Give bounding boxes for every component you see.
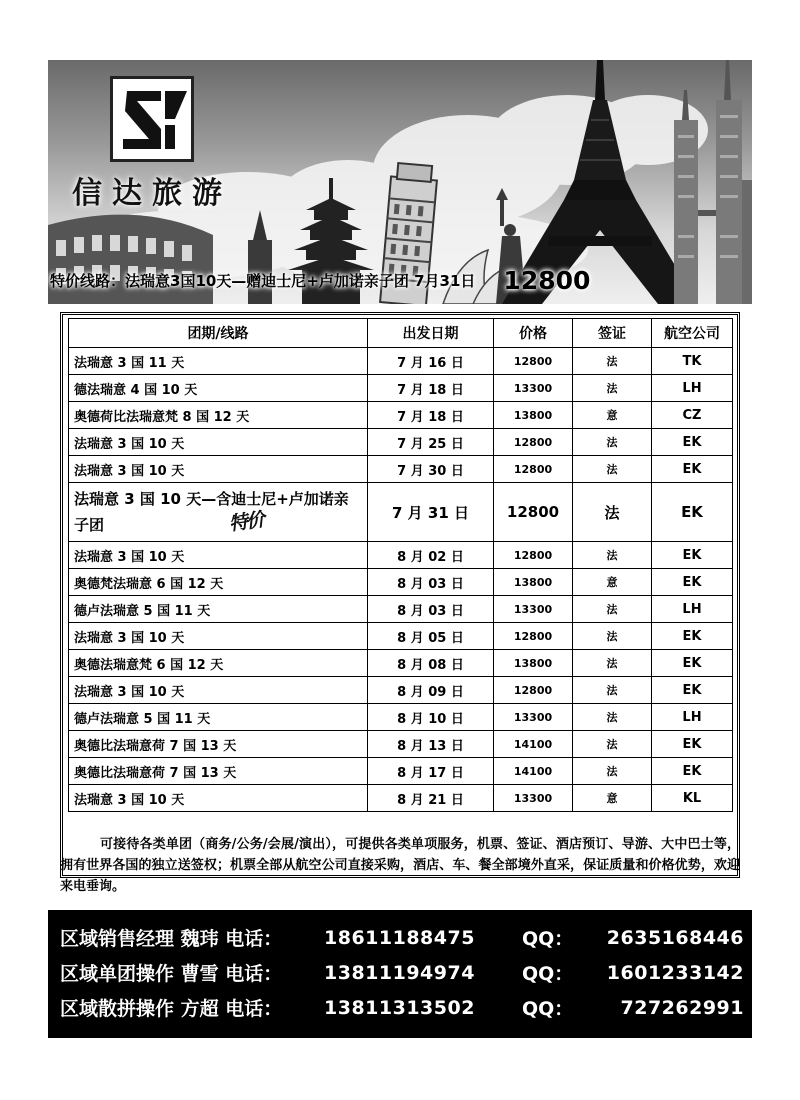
cell-price-text: 12800 <box>513 548 553 562</box>
cell-route-text: 法瑞意 3 国 10 天 <box>74 684 185 700</box>
table-row <box>69 704 733 731</box>
cell-price-text: 13300 <box>513 710 553 724</box>
cell-price <box>494 429 573 456</box>
cell-price <box>494 348 573 375</box>
cell-airline <box>652 429 733 456</box>
cell-airline-text: EK <box>682 461 702 477</box>
cell-visa-text: 法 <box>606 684 618 697</box>
cell-date-text: 8 月 09 日 <box>397 684 464 700</box>
cell-route-text: 法瑞意 3 国 10 天 <box>74 463 185 479</box>
cell-price <box>494 483 573 542</box>
cell-visa <box>573 375 652 402</box>
cell-price <box>494 650 573 677</box>
cell-airline <box>652 456 733 483</box>
cell-visa-text: 法 <box>606 603 618 616</box>
cell-visa-text: 法 <box>606 765 618 778</box>
cell-route-text: 德法瑞意 4 国 10 天 <box>74 382 198 398</box>
cell-date-text: 7 月 31 日 <box>392 503 469 522</box>
cell-visa <box>573 456 652 483</box>
cell-date <box>368 542 494 569</box>
cell-route <box>69 785 368 812</box>
contact-qq-label: QQ： <box>522 928 574 950</box>
cell-date-text: 8 月 08 日 <box>397 657 464 673</box>
cell-date <box>368 402 494 429</box>
cell-visa-text: 意 <box>606 576 618 589</box>
cell-route-text: 法瑞意 3 国 10 天 <box>74 630 185 646</box>
cell-price-text: 12800 <box>506 503 560 521</box>
cell-price-text: 12800 <box>513 354 553 368</box>
cell-date-text: 8 月 03 日 <box>397 603 464 619</box>
cell-route-text: 奥德比法瑞意荷 7 国 13 天 <box>74 765 237 781</box>
brand-name: 信达旅游 <box>72 176 232 211</box>
cell-visa-text: 法 <box>606 711 618 724</box>
header-airline: 航空公司 <box>652 319 733 348</box>
table-row <box>69 569 733 596</box>
cell-visa-text: 法 <box>606 382 618 395</box>
cell-date-text: 8 月 10 日 <box>397 711 464 727</box>
cell-date <box>368 348 494 375</box>
cell-route <box>69 596 368 623</box>
cell-airline <box>652 704 733 731</box>
cell-visa <box>573 731 652 758</box>
twin-towers-icon <box>674 60 752 304</box>
table-body <box>69 348 733 812</box>
cell-date-text: 8 月 02 日 <box>397 549 464 565</box>
cell-date <box>368 483 494 542</box>
cell-route-text: 奥德法瑞意梵 6 国 12 天 <box>74 657 224 673</box>
cell-price <box>494 596 573 623</box>
cell-date <box>368 596 494 623</box>
table-row <box>69 596 733 623</box>
cell-date <box>368 731 494 758</box>
cell-airline-text: CZ <box>682 407 702 423</box>
cell-visa-text: 法 <box>606 738 618 751</box>
cell-visa <box>573 704 652 731</box>
cell-airline-text: EK <box>682 628 702 644</box>
cell-price-text: 13300 <box>513 381 553 395</box>
cell-visa <box>573 569 652 596</box>
schedule-table <box>68 318 733 812</box>
contact-qq: 2635168446 <box>606 926 744 949</box>
cell-route-text: 德卢法瑞意 5 国 11 天 <box>74 603 211 619</box>
table-row <box>69 375 733 402</box>
cell-price <box>494 704 573 731</box>
cell-date <box>368 375 494 402</box>
cell-route <box>69 758 368 785</box>
cell-route <box>69 623 368 650</box>
cell-airline-text: EK <box>682 736 702 752</box>
table-row <box>69 542 733 569</box>
table-row <box>69 677 733 704</box>
cell-visa-text: 法 <box>606 355 618 368</box>
cell-airline-text: TK <box>682 353 702 369</box>
cell-airline-text: EK <box>682 682 702 698</box>
table-row <box>69 348 733 375</box>
cell-price <box>494 456 573 483</box>
cell-visa <box>573 348 652 375</box>
cell-airline <box>652 375 733 402</box>
cell-visa-text: 法 <box>606 549 618 562</box>
cell-price <box>494 785 573 812</box>
cell-visa <box>573 785 652 812</box>
flyer <box>48 60 752 1040</box>
cell-airline-text: EK <box>681 503 703 521</box>
cell-visa <box>573 758 652 785</box>
cell-visa <box>573 650 652 677</box>
cell-price <box>494 758 573 785</box>
cell-price <box>494 677 573 704</box>
cell-price-text: 13300 <box>513 791 553 805</box>
contact-row <box>48 990 752 1025</box>
cell-route <box>69 704 368 731</box>
cell-date <box>368 429 494 456</box>
cell-price-text: 14100 <box>513 737 553 751</box>
cell-airline <box>652 650 733 677</box>
cell-visa <box>573 623 652 650</box>
cell-date <box>368 704 494 731</box>
cell-route-text: 法瑞意 3 国 10 天 <box>74 436 185 452</box>
promo-price: 12800 <box>503 265 591 295</box>
cell-airline-text: EK <box>682 434 702 450</box>
cell-visa-text: 意 <box>606 409 618 422</box>
cell-price <box>494 623 573 650</box>
cell-airline-text: EK <box>682 763 702 779</box>
table-row <box>69 623 733 650</box>
cell-airline <box>652 785 733 812</box>
contact-phone: 18611188475 <box>324 926 475 949</box>
contact-qq: 1601233142 <box>606 961 744 984</box>
cell-airline-text: EK <box>682 547 702 563</box>
table-row <box>69 758 733 785</box>
schedule-table-frame <box>60 312 740 878</box>
cell-airline <box>652 758 733 785</box>
cell-visa <box>573 402 652 429</box>
cell-route <box>69 456 368 483</box>
contact-phone: 13811194974 <box>324 961 475 984</box>
cell-route-text: 法瑞意 3 国 10 天 <box>74 549 185 565</box>
contact-role: 区域散拼操作 方超 电话： <box>60 998 283 1020</box>
promo-line <box>48 259 590 301</box>
cell-price-text: 13800 <box>513 575 553 589</box>
cell-airline <box>652 677 733 704</box>
cell-route <box>69 483 368 542</box>
table-row <box>69 785 733 812</box>
cell-route <box>69 402 368 429</box>
cell-airline-text: LH <box>682 380 702 396</box>
cell-date-text: 7 月 16 日 <box>397 355 464 371</box>
header-price: 价格 <box>494 319 573 348</box>
cell-price-text: 13300 <box>513 602 553 616</box>
contact-qq-label: QQ： <box>522 998 574 1020</box>
table-row <box>69 456 733 483</box>
cell-route-text: 法瑞意 3 国 10 天 <box>74 792 185 808</box>
cell-route-text: 法瑞意 3 国 10 天—含迪士尼+卢加诺亲子团 <box>74 490 349 534</box>
cell-airline-text: EK <box>682 574 702 590</box>
promo-text: 特价线路：法瑞意3国10天—赠迪士尼+卢加诺亲子团 7月31日 <box>50 271 476 290</box>
contact-qq-label: QQ： <box>522 963 574 985</box>
cell-visa <box>573 677 652 704</box>
cell-date-text: 8 月 05 日 <box>397 630 464 646</box>
cell-airline <box>652 542 733 569</box>
cell-airline <box>652 483 733 542</box>
cell-airline <box>652 623 733 650</box>
cell-airline <box>652 596 733 623</box>
header-visa: 签证 <box>573 319 652 348</box>
cell-date <box>368 758 494 785</box>
header-route: 团期/线路 <box>69 319 368 348</box>
cell-airline-text: EK <box>682 655 702 671</box>
cell-date <box>368 677 494 704</box>
cell-airline-text: KL <box>682 790 702 806</box>
contact-row <box>48 955 752 990</box>
cell-visa <box>573 542 652 569</box>
cell-date <box>368 650 494 677</box>
cell-airline <box>652 569 733 596</box>
cell-date <box>368 456 494 483</box>
cell-visa-text: 法 <box>606 657 618 670</box>
cell-airline-text: LH <box>682 601 702 617</box>
cell-date <box>368 569 494 596</box>
table-row <box>69 483 733 542</box>
cell-visa-text: 法 <box>604 503 620 522</box>
cell-route <box>69 677 368 704</box>
cell-route <box>69 429 368 456</box>
cell-price-text: 12800 <box>513 629 553 643</box>
cell-price-text: 14100 <box>513 764 553 778</box>
cell-date <box>368 623 494 650</box>
cell-route-text: 奥德梵法瑞意 6 国 12 天 <box>74 576 224 592</box>
cell-route-text: 奥德比法瑞意荷 7 国 13 天 <box>74 738 237 754</box>
cell-airline-text: LH <box>682 709 702 725</box>
services-paragraph: 可接待各类单团（商务/公务/会展/演出），可提供各类单项服务，机票、签证、酒店预订、导游、大中巴士等，拥有世界各国的独立送签权；机票全部从航空公司直接采购，酒店、车、餐全部境外直采，保证质量和价格优势，欢迎来电垂询。 <box>60 837 740 894</box>
special-offer-badge: 特价 <box>227 508 265 536</box>
cell-date-text: 7 月 18 日 <box>397 382 464 398</box>
cell-route <box>69 348 368 375</box>
table-row <box>69 731 733 758</box>
cell-date <box>368 785 494 812</box>
cell-date-text: 7 月 25 日 <box>397 436 464 452</box>
cell-airline <box>652 348 733 375</box>
cell-price-text: 12800 <box>513 462 553 476</box>
cell-price <box>494 375 573 402</box>
contact-phone: 13811313502 <box>324 996 475 1019</box>
cell-price <box>494 731 573 758</box>
cell-date-text: 7 月 18 日 <box>397 409 464 425</box>
cell-date-text: 8 月 21 日 <box>397 792 464 808</box>
cell-visa-text: 法 <box>606 463 618 476</box>
cell-route-text: 奥德荷比法瑞意梵 8 国 12 天 <box>74 409 250 425</box>
cell-route <box>69 375 368 402</box>
cell-price <box>494 569 573 596</box>
cell-price <box>494 542 573 569</box>
table-header-row <box>69 319 733 348</box>
cell-route <box>69 569 368 596</box>
cell-route <box>69 542 368 569</box>
cell-date-text: 8 月 13 日 <box>397 738 464 754</box>
table-row <box>69 429 733 456</box>
cell-route-text: 德卢法瑞意 5 国 11 天 <box>74 711 211 727</box>
contact-qq: 727262991 <box>620 996 744 1019</box>
cell-visa-text: 意 <box>606 792 618 805</box>
cell-price-text: 12800 <box>513 683 553 697</box>
cell-date-text: 8 月 17 日 <box>397 765 464 781</box>
contact-role: 区域单团操作 曹雪 电话： <box>60 963 283 985</box>
cell-route <box>69 650 368 677</box>
cell-price-text: 13800 <box>513 656 553 670</box>
contact-role: 区域销售经理 魏玮 电话： <box>60 928 283 950</box>
cell-visa <box>573 429 652 456</box>
table-row <box>69 402 733 429</box>
cell-price-text: 13800 <box>513 408 553 422</box>
cell-airline <box>652 402 733 429</box>
header-date: 出发日期 <box>368 319 494 348</box>
cell-route <box>69 731 368 758</box>
cell-route-text: 法瑞意 3 国 11 天 <box>74 355 185 371</box>
contact-strip <box>48 910 752 1038</box>
cell-visa-text: 法 <box>606 630 618 643</box>
si-logo-icon <box>110 76 194 162</box>
table-row <box>69 650 733 677</box>
cell-price-text: 12800 <box>513 435 553 449</box>
cell-price <box>494 402 573 429</box>
cell-date-text: 7 月 30 日 <box>397 463 464 479</box>
cell-airline <box>652 731 733 758</box>
cell-visa <box>573 596 652 623</box>
cell-date-text: 8 月 03 日 <box>397 576 464 592</box>
contact-row <box>48 920 752 955</box>
header-banner <box>48 60 752 304</box>
cell-visa-text: 法 <box>606 436 618 449</box>
cell-visa <box>573 483 652 542</box>
